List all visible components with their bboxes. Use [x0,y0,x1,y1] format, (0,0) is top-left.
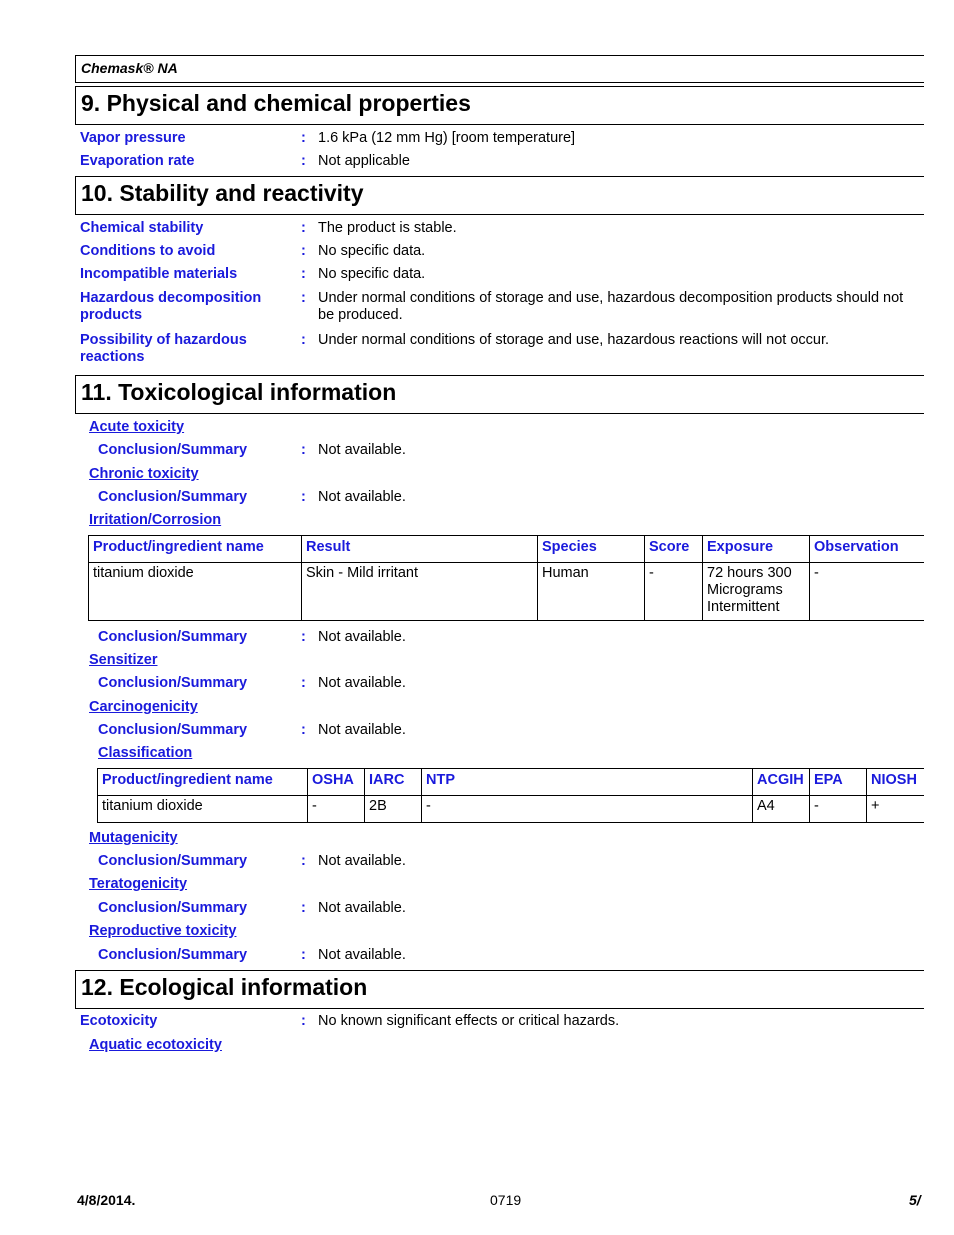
table-cell: - [810,796,867,823]
product-name: Chemask® NA [81,60,178,76]
colon: : [301,220,306,236]
colon: : [301,332,306,348]
mutagenicity-link[interactable]: Mutagenicity [89,830,178,846]
colon: : [301,130,306,146]
section-10-heading: 10. Stability and reactivity [75,176,924,215]
conclusion-summary-value: Not available. [318,629,406,645]
table-cell: + [867,796,925,823]
hazardous-decomposition-label: Hazardous decomposition products [80,290,262,323]
column-header: Result [302,536,538,563]
column-header: IARC [365,769,422,796]
ecotoxicity-value: No known significant effects or critical hazards. [318,1013,620,1029]
ecotoxicity-label: Ecotoxicity [80,1013,158,1029]
hazardous-decomposition-value: Under normal conditions of storage and use, hazardous decomposition products should not be produced. [318,290,904,323]
colon: : [301,153,306,169]
column-header: Observation [810,536,925,563]
table-cell: A4 [753,796,810,823]
table-row [89,563,925,621]
conclusion-summary-label: Conclusion/Summary [98,675,248,691]
column-header: Product/ingredient name [89,536,302,563]
colon: : [301,243,306,259]
conclusion-summary-value: Not available. [318,675,406,691]
colon: : [301,675,306,691]
column-header: Species [538,536,645,563]
sensitizer-link[interactable]: Sensitizer [89,652,158,668]
colon: : [301,1013,306,1029]
evaporation-rate-label: Evaporation rate [80,153,195,169]
section-11-heading: 11. Toxicological information [75,375,924,414]
reproductive-toxicity-link[interactable]: Reproductive toxicity [89,923,237,939]
table-header-row [98,769,925,796]
footer-date: 4/8/2014. [77,1192,136,1208]
conclusion-summary-value: Not available. [318,442,406,458]
table-cell: - [645,563,703,621]
column-header: Product/ingredient name [98,769,308,796]
conclusion-summary-label: Conclusion/Summary [98,947,248,963]
conclusion-summary-label: Conclusion/Summary [98,489,248,505]
classification-table [97,768,924,823]
conclusion-summary-label: Conclusion/Summary [98,900,248,916]
column-header: Exposure [703,536,810,563]
footer-page-number: 5/ [909,1192,921,1208]
column-header: Score [645,536,703,563]
conclusion-summary-value: Not available. [318,900,406,916]
colon: : [301,722,306,738]
colon: : [301,266,306,282]
colon: : [301,442,306,458]
table-cell: 72 hours 300 Micrograms Intermittent [703,563,810,621]
vapor-pressure-label: Vapor pressure [80,130,186,146]
colon: : [301,853,306,869]
column-header: OSHA [308,769,365,796]
table-cell: - [308,796,365,823]
conclusion-summary-label: Conclusion/Summary [98,853,248,869]
conclusion-summary-value: Not available. [318,722,406,738]
column-header: NIOSH [867,769,925,796]
colon: : [301,489,306,505]
column-header: ACGIH [753,769,810,796]
teratogenicity-link[interactable]: Teratogenicity [89,876,188,892]
colon: : [301,290,306,306]
table-cell: - [810,563,925,621]
table-cell: 2B [365,796,422,823]
irritation-table [88,535,924,621]
conditions-to-avoid-label: Conditions to avoid [80,243,216,259]
table-cell: Human [538,563,645,621]
carcinogenicity-link[interactable]: Carcinogenicity [89,699,198,715]
incompatible-materials-label: Incompatible materials [80,266,238,282]
column-header: EPA [810,769,867,796]
table-cell: titanium dioxide [98,796,308,823]
conclusion-summary-value: Not available. [318,489,406,505]
column-header: NTP [422,769,753,796]
incompatible-materials-value: No specific data. [318,266,426,282]
acute-toxicity-link[interactable]: Acute toxicity [89,419,185,435]
conclusion-summary-label: Conclusion/Summary [98,442,248,458]
chemical-stability-label: Chemical stability [80,220,204,236]
irritation-corrosion-link[interactable]: Irritation/Corrosion [89,512,222,528]
table-header-row [89,536,925,563]
colon: : [301,900,306,916]
colon: : [301,629,306,645]
table-row [98,796,925,823]
conditions-to-avoid-value: No specific data. [318,243,426,259]
classification-link[interactable]: Classification [98,745,193,761]
document-header [75,55,924,83]
conclusion-summary-label: Conclusion/Summary [98,629,248,645]
conclusion-summary-value: Not available. [318,947,406,963]
colon: : [301,947,306,963]
aquatic-ecotoxicity-link[interactable]: Aquatic ecotoxicity [89,1037,222,1053]
conclusion-summary-value: Not available. [318,853,406,869]
hazardous-reactions-value: Under normal conditions of storage and use, hazardous reactions will not occur. [318,332,830,348]
conclusion-summary-label: Conclusion/Summary [98,722,248,738]
table-cell: Skin - Mild irritant [302,563,538,621]
section-9-heading: 9. Physical and chemical properties [75,86,924,125]
vapor-pressure-value: 1.6 kPa (12 mm Hg) [room temperature] [318,130,576,146]
chronic-toxicity-link[interactable]: Chronic toxicity [89,466,199,482]
hazardous-reactions-label: Possibility of hazardous reactions [80,332,247,365]
section-12-heading: 12. Ecological information [75,970,924,1009]
table-cell: - [422,796,753,823]
table-cell: titanium dioxide [89,563,302,621]
footer-code: 0719 [490,1192,522,1208]
evaporation-rate-value: Not applicable [318,153,410,169]
chemical-stability-value: The product is stable. [318,220,457,236]
